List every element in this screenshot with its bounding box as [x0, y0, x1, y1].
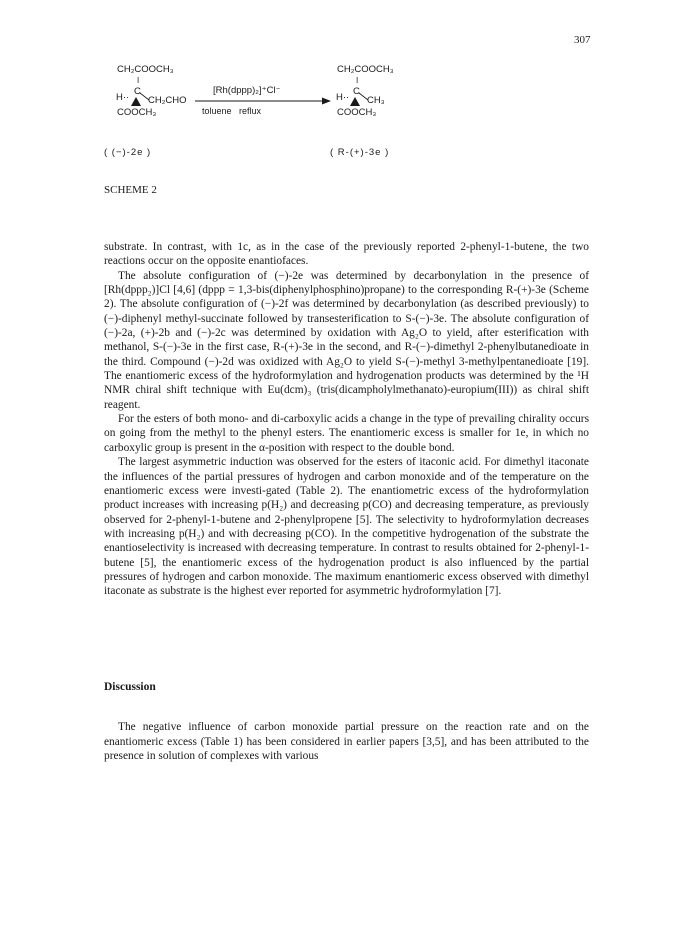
- right-compound-label: ( R-(+)-3e ): [330, 147, 390, 158]
- left-substituent: CH₂CHO: [148, 95, 187, 106]
- conditions-label: toluene reflux: [202, 106, 262, 116]
- left-vertical-bond: I: [137, 76, 140, 85]
- page-number: 307: [574, 34, 591, 46]
- paragraph: The negative influence of carbon monoxide partial pressure on the reaction rate and on the enantiomeric excess (Table 1) has been considered in earlier papers [3,5], and has been attributed to the presence in solution of complexes with various: [104, 721, 589, 763]
- discussion-text: [104, 720, 589, 764]
- paragraph: The largest asymmetric induction was observed for the esters of itaconic acid. For dimethyl itaconate the influences of the partial pressures of hydrogen and carbon monoxide and of the temperature on the enantiomeric excess were investi-gated (Table 2). The enantiometric excess of the hydroformylation product increases with increasing p(H₂) and decreasing p(CO) and decreasing temperature, as previously observed for 2-phenyl-1-butene and 2-phenylpropene [5]. The selectivity to hydroformylation decreases with increasing p(H₂) and with decreasing p(CO). In the competitive hydrogenation of the substrate the enantioselectivity is increased with decreasing temperature. In contrast to results obtained for 2-phenyl-1-butene [5], the enantiomeric excess of the hydrogenation product is also influenced by the partial pressures of hydrogen and carbon monoxide. The maximum enantiomeric excess observed with dimethyl itaconate as substrate is the highest ever reported for asymmetric hydroformylation [7].: [104, 456, 589, 598]
- paragraph: For the esters of both mono- and di-carboxylic acids a change in the type of prevailing chirality occurs on going from the methyl to the phenyl esters. The enantiomeric excess is smaller for 1e, in which no carboxylic group is present in the α-position with respect to the double bond.: [104, 413, 589, 454]
- paragraph: substrate. In contrast, with 1c, as in the case of the previously reported 2-phenyl-1-butene, the two reactions occur on the opposite enantiofaces.: [104, 241, 589, 268]
- right-carbon: C: [353, 86, 360, 97]
- right-vertical-bond: I: [356, 76, 359, 85]
- right-bottom-group: COOCH₃: [337, 107, 377, 118]
- left-h-label: H··: [116, 92, 130, 103]
- right-wedge-bond: [350, 97, 360, 106]
- left-bottom-group: COOCH₃: [117, 107, 157, 118]
- right-h-label: H··: [336, 92, 350, 103]
- left-top-group: CH₂COOCH₃: [117, 64, 174, 75]
- reaction-scheme: [0, 0, 680, 220]
- reaction-arrow-head: [322, 98, 331, 105]
- paragraph: The absolute configuration of (−)-2e was determined by decarbonylation in the presence of [Rh(dppp₂)]Cl [4,6] (dppp = 1,3-bis(diphenylphosphino)propane) to the corresponding R-(+)-3e (Scheme 2). The absolute configuration of (−)-2f was determined by decarbonylation (as described previously) to (−)-diphenyl methyl-succinate followed by transesterification to S-(−)-3e. The absolute configuration of (−)-2a, (+)-2b and (−)-2c was determined by oxidation with Ag₂O to yield, after esterification with methanol, S-(−)-3e in the first case, R-(+)-3e in the second, and R-(−)-dimethyl 2-phenylbutanedioate in the third. Compound (−)-2d was oxidized with Ag₂O to yield S-(−)-methyl 3-methylpentanedioate [19]. The enantiomeric excess of the hydroformylation and hydrogenation products was determined by the ¹H NMR chiral shift technique with Eu(dcm)₃ (tris(dicampholylmethanato)-europium(III)) as chiral shift reagent.: [104, 269, 589, 411]
- right-top-group: CH₂COOCH₃: [337, 64, 394, 75]
- body-text: [104, 240, 589, 599]
- right-substituent: CH₃: [367, 95, 385, 106]
- left-carbon: C: [134, 86, 141, 97]
- catalyst-label: [Rh(dppp)₂]⁺Cl⁻: [213, 85, 281, 96]
- scheme-caption: SCHEME 2: [104, 184, 157, 196]
- left-wedge-bond: [131, 97, 141, 106]
- section-heading: Discussion: [104, 681, 156, 693]
- left-compound-label: ( (−)-2e ): [104, 147, 152, 158]
- left-side-bond: [140, 93, 149, 100]
